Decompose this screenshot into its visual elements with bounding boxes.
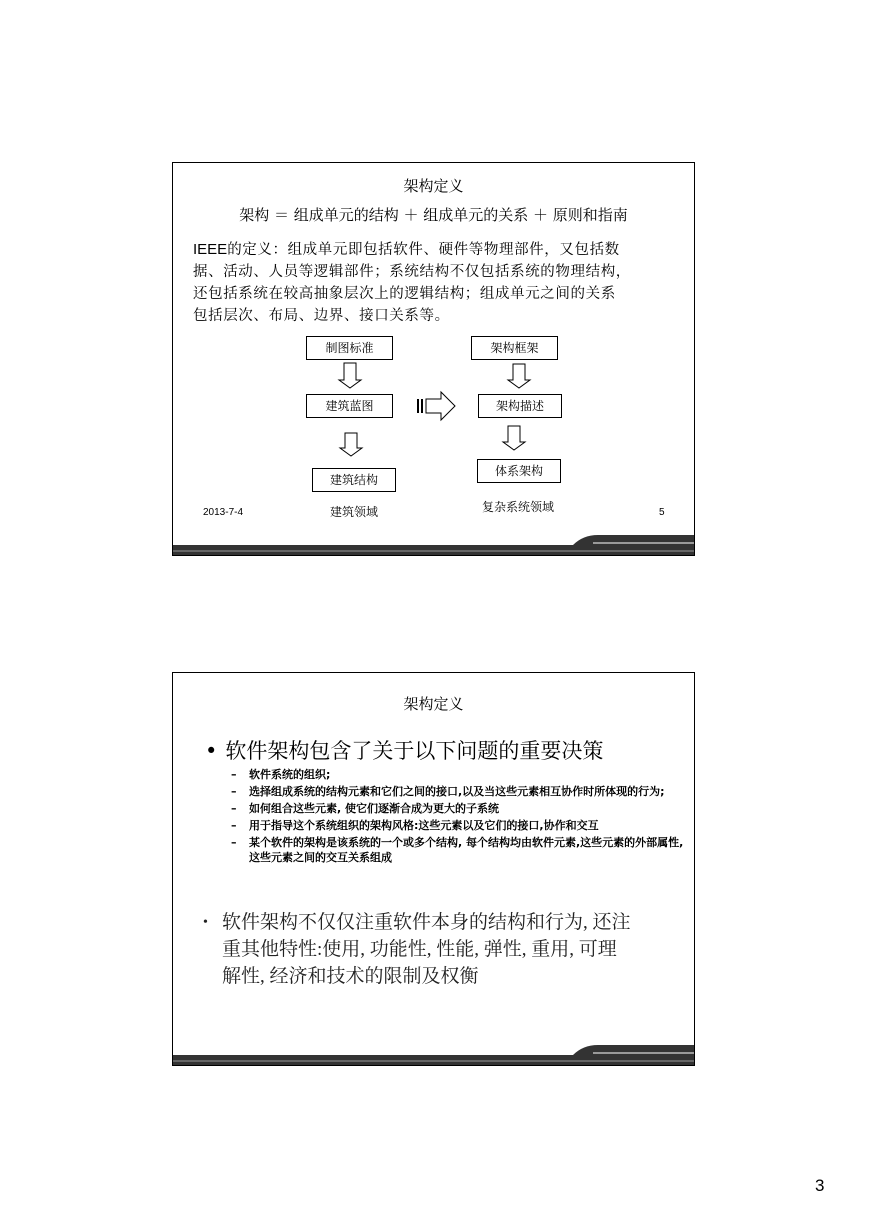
ieee-line-3: 还包括系统在较高抽象层次上的逻辑结构；组成单元之间的关系 xyxy=(193,286,616,302)
footer-decoration xyxy=(173,1045,694,1065)
sub-item: – 软件系统的组织; xyxy=(231,768,331,781)
slide-title: 架构定义 xyxy=(403,179,464,195)
sub-item: – 如何组合这些元素, 使它们逐渐合成为更大的子系统 xyxy=(231,802,500,815)
slide-architecture-definition-2 xyxy=(172,672,695,1066)
architecture-formula: 架构 ＝ 组成单元的结构 ＋ 组成单元的关系 ＋ 原则和指南 xyxy=(239,206,628,224)
bullet-dot-icon: • xyxy=(203,915,208,930)
bullet-1-text: 软件架构包含了关于以下问题的重要决策 xyxy=(225,739,604,763)
ieee-line-4: 包括层次、布局、边界、接口关系等。 xyxy=(193,308,450,324)
down-arrow-icon xyxy=(508,364,530,388)
bullet-2-line: 重其他特性:使用, 功能性, 性能, 弹性, 重用, 可理 xyxy=(222,939,617,960)
sub-item: – 选择组成系统的结构元素和它们之间的接口,以及当这些元素相互协作时所体现的行为; xyxy=(231,785,665,798)
footer-decoration xyxy=(173,535,694,555)
sub-item: – 用于指导这个系统组织的架构风格:这些元素以及它们的接口,协作和交互 xyxy=(231,819,599,832)
label-building-domain: 建筑领域 xyxy=(330,505,379,519)
ieee-prefix: IEEE xyxy=(193,241,228,258)
ieee-text: 的定义：组成单元即包括软件、硬件等物理部件，又包括数 xyxy=(227,242,620,258)
label-complex-system-domain: 复杂系统领域 xyxy=(482,500,555,514)
bullet-main-1 xyxy=(205,735,603,765)
slide-number: 5 xyxy=(659,507,665,518)
ieee-line-2: 据、活动、人员等逻辑部件；系统结构不仅包括系统的物理结构， xyxy=(193,264,631,280)
down-arrow-icon xyxy=(340,433,362,456)
slide-date: 2013-7-4 xyxy=(203,507,244,518)
flow-arrows xyxy=(173,163,696,557)
sub-item: – 某个软件的架构是该系统的一个或多个结构, 每个结构均由软件元素,这些元素的外部属性,这些元素之间的交互关系组成 xyxy=(231,836,684,864)
right-arrow-icon xyxy=(426,392,455,420)
bullet-main-2 xyxy=(203,909,631,990)
box-architecture-description: 架构描述 xyxy=(478,394,562,418)
page-number: 3 xyxy=(815,1176,825,1195)
box-architectural-blueprint: 建筑蓝图 xyxy=(306,394,393,418)
down-arrow-icon xyxy=(503,426,525,450)
slide-architecture-definition-1 xyxy=(172,162,695,556)
bullet-2-line: 解性, 经济和技术的限制及权衡 xyxy=(222,966,479,987)
sub-list xyxy=(231,767,691,867)
box-building-structure: 建筑结构 xyxy=(312,468,396,492)
down-arrow-icon xyxy=(339,363,361,388)
bullet-dot-icon: • xyxy=(205,739,218,763)
box-drawing-standard: 制图标准 xyxy=(306,336,393,360)
bullet-2-line: 软件架构不仅仅注重软件本身的结构和行为, 还注 xyxy=(222,912,631,933)
box-architecture-framework: 架构框架 xyxy=(471,336,558,360)
slide-title: 架构定义 xyxy=(403,697,464,713)
box-system-architecture: 体系架构 xyxy=(477,459,561,483)
